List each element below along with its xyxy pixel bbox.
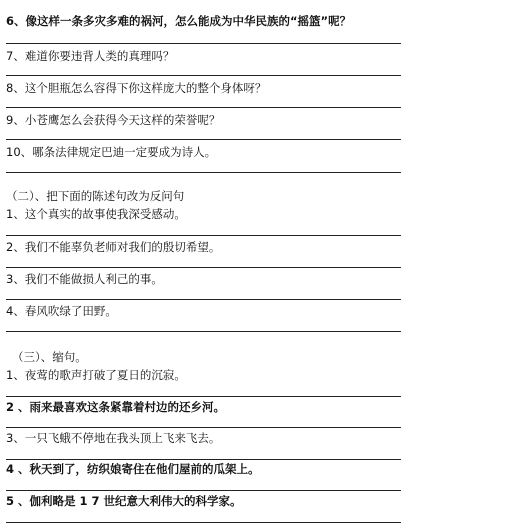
answer-line-9 bbox=[6, 139, 401, 140]
question-10: 10、哪条法律规定巴迪一定要成为诗人。 bbox=[6, 145, 217, 159]
section2-question-1: 1、这个真实的故事使我深受感动。 bbox=[6, 207, 186, 221]
question-6: 6、像这样一条多灾多难的祸河，怎么能成为中华民族的“摇篮”呢？ bbox=[6, 14, 352, 28]
section2-answer-line-3 bbox=[6, 299, 401, 300]
question-9: 9、小苍鹰怎么会获得今天这样的荣誉呢？ bbox=[6, 113, 221, 127]
section2-question-3: 3、我们不能做损人利己的事。 bbox=[6, 272, 163, 286]
answer-line-6 bbox=[6, 43, 401, 44]
question-8: 8、这个胆瓶怎么容得下你这样庞大的整个身体呀？ bbox=[6, 81, 267, 95]
section3-answer-line-4 bbox=[6, 490, 401, 491]
section3-answer-line-5 bbox=[6, 522, 401, 523]
section3-answer-line-1 bbox=[6, 396, 401, 397]
section3-heading: （三）、缩句。 bbox=[12, 350, 87, 364]
section3-question-4: 4 、秋天到了，纺织娘寄住在他们屋前的瓜架上。 bbox=[6, 462, 260, 476]
section2-heading: （二）、把下面的陈述句改为反问句 bbox=[6, 189, 185, 203]
section3-question-1: 1、夜莺的歌声打破了夏日的沉寂。 bbox=[6, 368, 186, 382]
section3-answer-line-3 bbox=[6, 459, 401, 460]
section2-question-4: 4、春风吹绿了田野。 bbox=[6, 304, 117, 318]
answer-line-10 bbox=[6, 172, 401, 173]
section3-question-2: 2 、雨来最喜欢这条紧靠着村边的还乡河。 bbox=[6, 400, 226, 414]
section2-answer-line-2 bbox=[6, 267, 401, 268]
answer-line-8 bbox=[6, 107, 401, 108]
question-7: 7、难道你要违背人类的真理吗？ bbox=[6, 49, 175, 63]
section2-answer-line-4 bbox=[6, 331, 401, 332]
section2-answer-line-1 bbox=[6, 235, 401, 236]
answer-line-7 bbox=[6, 75, 401, 76]
section3-question-3: 3、一只飞蛾不停地在我头顶上飞来飞去。 bbox=[6, 431, 221, 445]
section3-question-5: 5 、伽利略是 1 7 世纪意大利伟大的科学家。 bbox=[6, 494, 242, 508]
section2-question-2: 2、我们不能辜负老师对我们的殷切希望。 bbox=[6, 240, 221, 254]
section3-answer-line-2 bbox=[6, 427, 401, 428]
